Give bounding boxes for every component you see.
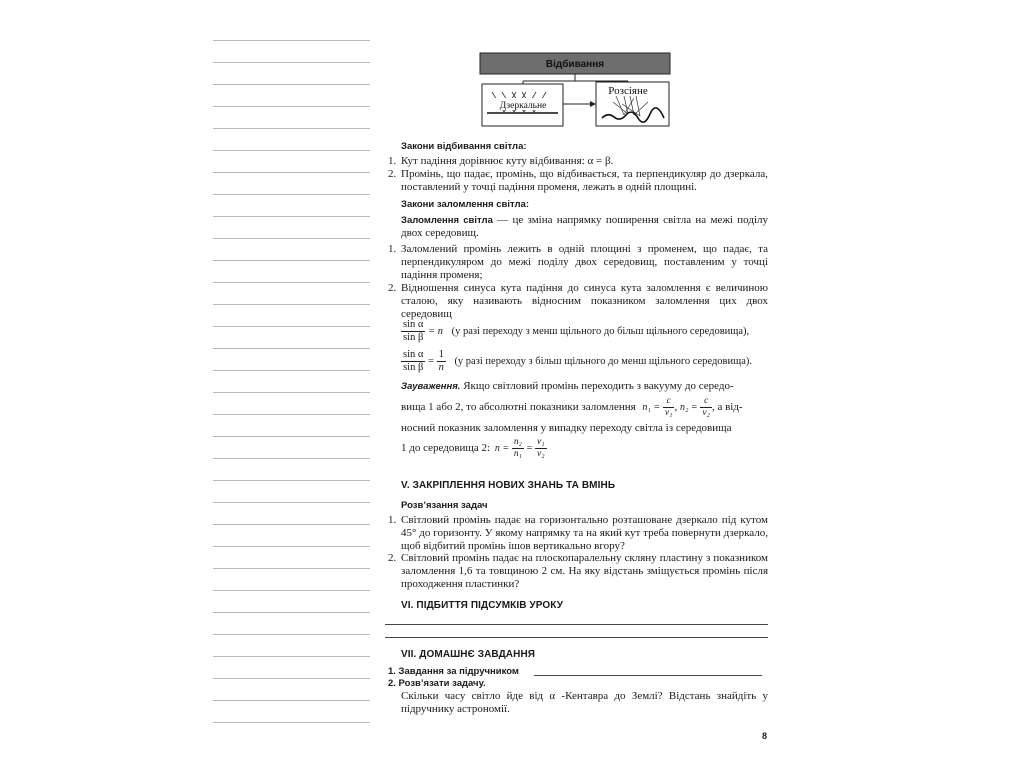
note-line bbox=[213, 172, 370, 173]
remark-text: , а від- bbox=[711, 401, 743, 413]
formula-note: (у разі переходу з менш щільного до більш щільного середовища), bbox=[451, 326, 750, 337]
refraction-definition bbox=[401, 214, 768, 240]
homework-item-1: 1. Завдання за підручником bbox=[388, 666, 519, 677]
remark-text: 1 до середовища 2: bbox=[401, 442, 491, 454]
arrow-head-icon bbox=[590, 101, 596, 107]
list-item: Відношення синуса кута падіння до синуса кута заломлення є величиною сталою, яку називають відносним показником заломлення цих двох середовищ bbox=[401, 282, 768, 320]
remark-line: носний показник заломлення у випадку переходу світла із середовища bbox=[401, 422, 732, 434]
task-item: Світловий промінь падає на плоскопаралельну скляну пластину з показником заломлення 1,6 та товщиною 2 см. На яку відстань зміщується промінь після проходження пластинки? bbox=[401, 552, 768, 590]
fraction bbox=[437, 349, 446, 374]
note-line bbox=[213, 260, 370, 261]
refraction-laws-heading: Закони заломлення світла: bbox=[401, 199, 530, 210]
note-line bbox=[213, 150, 370, 151]
definition-term: Заломлення світла bbox=[401, 215, 493, 226]
note-line bbox=[213, 370, 370, 371]
diffuse-label: Розсіяне bbox=[608, 85, 648, 97]
list-item: Промінь, що падає, промінь, що відбивається, та перпендикуляр до дзеркала, поставлений у точці падіння променя, лежать в одній площині. bbox=[401, 168, 768, 193]
fraction bbox=[401, 319, 425, 344]
fraction-denominator: sin β bbox=[403, 362, 424, 373]
note-line bbox=[213, 700, 370, 701]
section7-heading: VII. ДОМАШНЄ ЗАВДАННЯ bbox=[401, 649, 536, 660]
note-line bbox=[213, 524, 370, 525]
note-line bbox=[213, 480, 370, 481]
note-line bbox=[213, 106, 370, 107]
note-line bbox=[213, 458, 370, 459]
formula-inverse-index bbox=[401, 349, 752, 374]
section6-heading: VI. ПІДБИТТЯ ПІДСУМКІВ УРОКУ bbox=[401, 600, 564, 611]
notes-lines bbox=[213, 40, 370, 744]
note-line bbox=[213, 194, 370, 195]
reflection-laws-heading: Закони відбивання світла: bbox=[401, 141, 527, 152]
divider bbox=[385, 624, 768, 625]
n1-lhs: n₁ = bbox=[642, 402, 661, 413]
fraction-denominator: n₁ bbox=[513, 448, 522, 459]
fraction-denominator: sin β bbox=[403, 332, 424, 343]
reflection-diagram bbox=[478, 52, 674, 128]
fraction-numerator: c bbox=[700, 396, 712, 408]
list-number: 1. bbox=[388, 243, 397, 255]
n-rel-lhs: n = bbox=[494, 443, 510, 454]
list-number: 1. bbox=[388, 155, 397, 167]
remark-label: Зауваження. bbox=[401, 381, 461, 392]
note-line bbox=[213, 656, 370, 657]
note-line bbox=[213, 40, 370, 41]
remark-text: вища 1 або 2, то абсолютні показники заломлення bbox=[401, 401, 636, 413]
note-line bbox=[213, 304, 370, 305]
fraction-numerator: sin α bbox=[403, 319, 424, 330]
fraction-denominator: v₁ bbox=[664, 407, 673, 418]
definition-text: — це зміна напрямку поширення світла на межі поділу двох середовищ. bbox=[401, 214, 768, 239]
fraction-denominator: v₂ bbox=[537, 448, 545, 459]
section5-subheading: Розв’язання задач bbox=[401, 500, 488, 511]
list-number: 2. bbox=[388, 168, 397, 180]
fraction bbox=[535, 437, 547, 460]
section5-heading: V. ЗАКРІПЛЕННЯ НОВИХ ЗНАНЬ ТА ВМІНЬ bbox=[401, 480, 616, 491]
task-item: Світловий промінь падає на горизонтально розташоване дзеркало під кутом 45° до горизонту. У якому напрямку та на який кут треба повернути дзеркало, щоб відбитий промінь ішов вертикально вгору? bbox=[401, 514, 768, 552]
note-line bbox=[213, 238, 370, 239]
note-line bbox=[213, 436, 370, 437]
fraction-numerator: v₁ bbox=[537, 436, 545, 447]
list-number: 2. bbox=[388, 282, 397, 294]
fraction-numerator: c bbox=[663, 396, 675, 408]
note-line bbox=[213, 392, 370, 393]
note-line bbox=[213, 612, 370, 613]
formula-equals: = bbox=[428, 356, 434, 367]
note-line bbox=[213, 546, 370, 547]
formula-relative-index bbox=[401, 319, 749, 344]
note-line bbox=[213, 326, 370, 327]
n2-lhs: n₂ = bbox=[679, 402, 698, 413]
fraction bbox=[663, 396, 675, 419]
remark-line: вища 1 або 2, то абсолютні показники заломлення n₁ = $\frac{c}{\text{v₁}}$ , n₂ = $\frac{c}{\text{v₂}}$ , а від- bbox=[401, 395, 743, 418]
list-number: 2. bbox=[388, 552, 397, 564]
fraction-numerator: 1 bbox=[438, 349, 444, 360]
fraction-denominator: v₂ bbox=[702, 407, 710, 418]
formula-note: (у разі переходу з більш щільного до менш щільного середовища). bbox=[454, 356, 752, 367]
homework-item-2: 2. Розв’язати задачу. bbox=[388, 678, 486, 689]
list-number: 1. bbox=[388, 514, 397, 526]
note-line bbox=[213, 568, 370, 569]
formula-rhs: = n bbox=[428, 326, 443, 337]
note-line bbox=[213, 62, 370, 63]
remark-line bbox=[401, 380, 768, 393]
fraction bbox=[700, 396, 712, 419]
remark-line bbox=[401, 436, 768, 461]
fraction bbox=[401, 349, 425, 374]
list-item: Кут падіння дорівнює куту відбивання: α = β. bbox=[401, 155, 614, 167]
note-line bbox=[213, 348, 370, 349]
page-number: 8 bbox=[762, 731, 768, 741]
homework-task: Скільки часу світло йде від α -Кентавра до Землі? Відстань знайдіть у підручнику астрономії. bbox=[401, 690, 768, 715]
formula-equals: = bbox=[526, 443, 533, 454]
specular-label: Дзеркальне bbox=[499, 101, 547, 111]
note-line bbox=[213, 282, 370, 283]
remark-text: Якщо світловий промінь переходить з вакууму до середо- bbox=[460, 380, 734, 392]
divider bbox=[385, 637, 768, 638]
fraction-denominator: n bbox=[438, 362, 444, 373]
diagram-title: Відбивання bbox=[545, 59, 605, 70]
note-line bbox=[213, 590, 370, 591]
note-line bbox=[213, 678, 370, 679]
list-item: Заломлений промінь лежить в одній площині з променем, що падає, та перпендикуляром до межі поділу двох середовищ, поставленим у точці падіння променя; bbox=[401, 243, 768, 281]
fraction bbox=[512, 437, 524, 460]
note-line bbox=[213, 502, 370, 503]
note-line bbox=[213, 634, 370, 635]
note-line bbox=[213, 84, 370, 85]
fraction-numerator: n₂ bbox=[513, 436, 522, 447]
note-line bbox=[213, 216, 370, 217]
answer-line bbox=[534, 675, 762, 676]
note-line bbox=[213, 722, 370, 723]
note-line bbox=[213, 414, 370, 415]
fraction-numerator: sin α bbox=[403, 349, 424, 360]
note-line bbox=[213, 128, 370, 129]
